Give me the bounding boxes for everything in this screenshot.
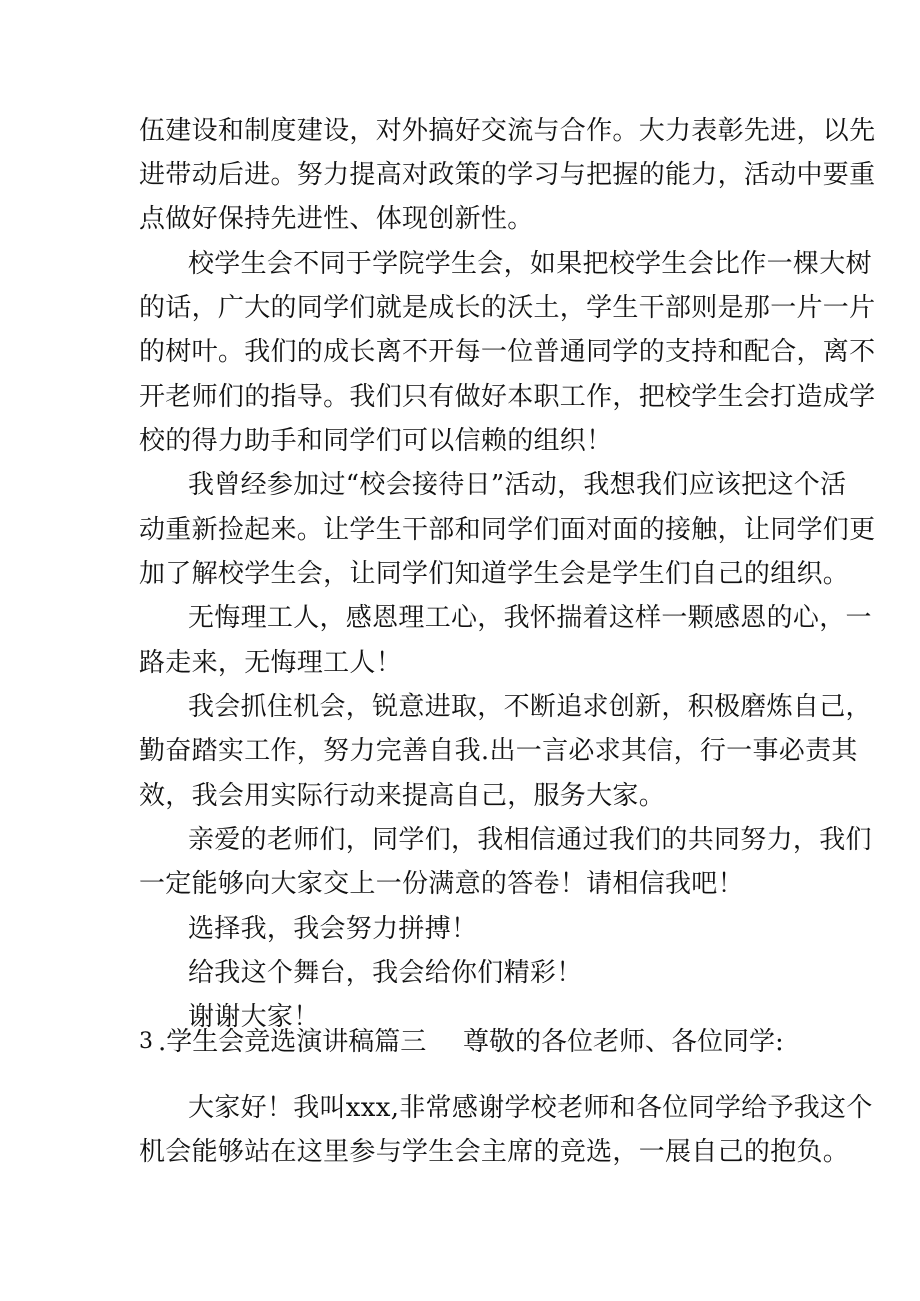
paragraph-line: 点做好保持先进性、体现创新性。: [139, 204, 534, 234]
section-title: .学生会竞选演讲稿篇三: [158, 1027, 427, 1057]
paragraph-line: 加了解校学生会，让同学们知道学生会是学生们自己的组织。: [139, 559, 850, 589]
paragraph-line: 给我这个舞台，我会给你们精彩！: [188, 958, 583, 988]
paragraph-line: 勤奋踏实工作，努力完善自我.出一言必求其信，行一事必责其: [139, 736, 858, 766]
paragraph-line: 大家好！我叫xxx,非常感谢学校老师和各位同学给予我这个: [188, 1093, 873, 1123]
paragraph-line: 无悔理工人，感恩理工心，我怀揣着这样一颗感恩的心，一: [188, 603, 872, 633]
paragraph-line: 的话，广大的同学们就是成长的沃土，学生干部则是那一片一片: [139, 293, 876, 323]
paragraph-line: 亲爱的老师们，同学们，我相信通过我们的共同努力，我们: [188, 825, 872, 855]
paragraph-line: 的树叶。我们的成长离不开每一位普通同学的支持和配合，离不: [139, 337, 876, 367]
paragraph-line: 路走来，无悔理工人！: [139, 648, 403, 678]
paragraph-line: 伍建设和制度建设，对外搞好交流与合作。大力表彰先进，以先: [139, 116, 876, 146]
section-number: 3: [139, 1029, 153, 1054]
paragraph-line: 一定能够向大家交上一份满意的答卷！请相信我吧！: [139, 869, 744, 899]
paragraph-line: 效，我会用实际行动来提高自己，服务大家。: [139, 781, 666, 811]
paragraph-line: 我曾经参加过“校会接待日”活动，我想我们应该把这个活: [188, 470, 847, 500]
paragraph-line: 进带动后进。努力提高对政策的学习与把握的能力，活动中要重: [139, 160, 876, 190]
paragraph-line: 机会能够站在这里参与学生会主席的竞选，一展自己的抱负。: [139, 1137, 850, 1167]
paragraph-line: 校学生会不同于学院学生会，如果把校学生会比作一棵大树: [188, 249, 872, 279]
paragraph-line: 谢谢大家！: [188, 1002, 320, 1032]
section-greeting: 尊敬的各位老师、各位同学:: [463, 1027, 784, 1057]
paragraph-line: 我会抓住机会，锐意进取，不断追求创新，积极磨炼自己，: [188, 692, 872, 722]
paragraph-line: 选择我，我会努力拼搏！: [188, 914, 478, 944]
paragraph-line: 开老师们的指导。我们只有做好本职工作，把校学生会打造成学: [139, 382, 876, 412]
paragraph-line: 动重新捡起来。让学生干部和同学们面对面的接触，让同学们更: [139, 515, 876, 545]
paragraph-line: 校的得力助手和同学们可以信赖的组织！: [139, 426, 613, 456]
